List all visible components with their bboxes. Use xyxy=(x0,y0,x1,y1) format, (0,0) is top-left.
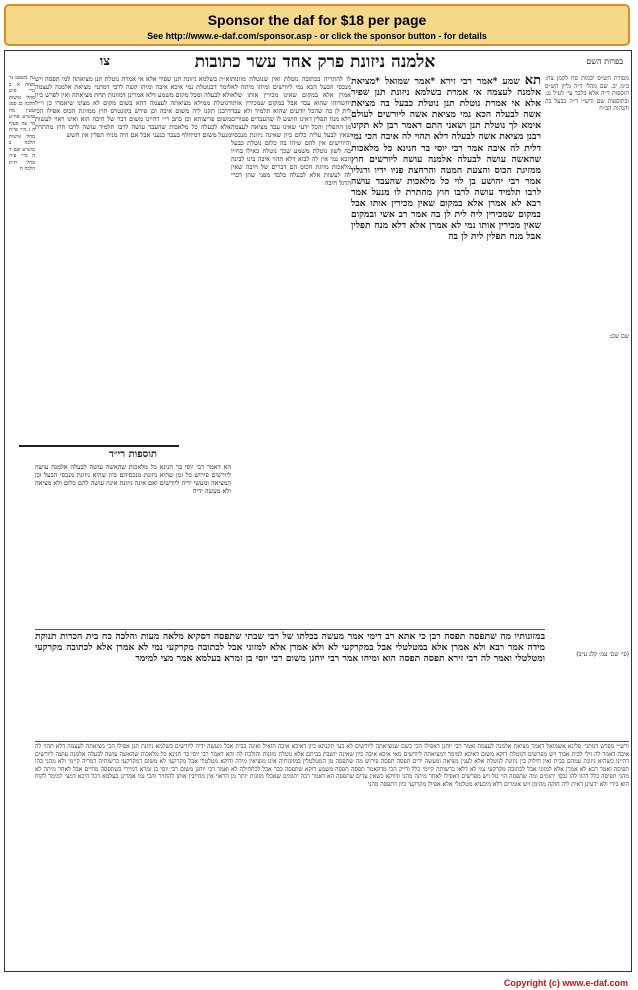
tosafot-text: וא״ת בשלמא ניזונת תנן שפיר אלא אי אמרת נוטלת תנן מציאתה למי תפסה ויש לומר דבנוטלת נמי איכא איבה ומיהו קשה לרבי דמתני׳ מציאת אלמנה לעצמה ולא לבעלה ומכל מקום משמע דלא אמרינן דמזונות תחת מציאתה ואין לפרש כיון דנוטלת ממילא מציאתה לעצמה דהא בשום מקום לא מצינו שיאמרו כן וי״ל דרבנן תקנו ליה משום איבה וכן פירש בקונטרס חוץ ממזיגת הכוס אפילו הכי משום פריצותא וכן כתב ר״י דהיינו משום דבר של חיבה הוא ואינו ראוי לעשות אלא לבעלה כל מלאכות שהעבד עושה לרבו תלמיד עושה לרבו חוץ מהתרת מנעל משום דמיחלף בעבד כנעני אבל אם היה מניח תפלין אין חשש xyxy=(35,75,231,139)
ornament-divider xyxy=(19,445,179,447)
ein-mishpat-margin xyxy=(9,75,35,875)
daf-number: צו xyxy=(99,54,111,69)
tosafot-rid-column xyxy=(35,463,231,627)
sponsor-subtitle[interactable]: See http://www.e-daf.com/sponsor.asp - or click the sponsor button - for details xyxy=(147,31,487,41)
section-divider xyxy=(35,629,545,630)
perek-header: אלמנה ניזונת פרק אחד עשר כתובות xyxy=(194,52,436,72)
margin-note-mid: שם שם: xyxy=(609,332,629,340)
commentary-text: ורש״י מפרש דמתני׳ פליגא אשמואל דאמר מציאת אלמנה לעצמה ואמר רבי יוחנן דאפילו הכי כשם שמציאתה ליורשים לא בעי תקנתא כיון דאיכא איבה הואיל ואינה בבית אבל מעשה ידיה ליורשים בשלמא ניזונת תנן אפילו הכי מציאתה לעצמה דלא תהוי לה איבה דאמר לה זילי לבית אבוך ויש מפרשים דנוטלת דוקא משום דאיכא למימר דמציאתה ליורשים מאי איכא איבה כיון שאינה יושבת בביתם אלא נוטלת מזונות והולכת לה והא דאמר רבי יוסי בר חנינא כל מלאכות שהאשה עושה לבעלה אלמנה עושה ליורשים דהיינו כשהיא ניזונת עמהם בבית ואין חילוק בין ניזונת לנוטלת אלא לענין מציאה ומעשה ידים תפסה תפסה פירוש מה שתפסה מן המטלטלין במזונותיה אינו מוציאין מידה ודוקא מטלטלי אבל מקרקעי לא משום דמקרקעי ברשותיה דמריה קיימי ולא מהני בהו תפיסה ואמר רבא לא אמרן אלא למזוני אבל לכתובה מקרקעי נמי לא דלאו ברשותה קיימי כלל ודייק הכי מדקאמר תפסה תפסה משמע דוקא שתפסה כבר אבל לכתחילה לא ואמר רבי יוחנן משום רבי יוסי בן זמרא דמיירי בשתפסה מחיים אבל לאחר מיתה לא מהני תפיסה כלל דהוו להו נכסי יתומים ומה שתפסה הוי גזל ויש מפרשים דאפילו לאחר מיתה מהני ודווקא כשאין עדים שתפסה הא דאמר רבה יתומים שאכלו מזונות יותר מן הראוי אין מחייבין אותן להחזיר והכי נמי אמרינן בעלמא דכל היכא דמצי למימר לקוח הוא בידי ולא ידעינן דאית ליה חזקה מהימן ויש אומרים דלא מיבעיא מטלטלי אלא אפילו מקרקעי כיון דתפסה מהני xyxy=(35,743,629,788)
commentary-divider xyxy=(35,741,629,742)
talmud-page xyxy=(4,50,632,972)
tosafot-rid-title: תוספות רי״ד xyxy=(108,449,158,460)
gemara-opener: תא xyxy=(524,75,541,88)
margin-left-text: עין משפט נר מצוה א ב מיי׳ פ״ט מהל׳ אישות הלכה כג סמג עשין מח טוש״ע אה״ע סי׳ צה סעיף ה ג מיי׳ פי״ח מהל׳ אישות הלכה ב טוש״ע שם ד ה מיי׳ פ״ה מהל׳ ת״ת הלכה ח xyxy=(9,75,35,172)
commentary-block xyxy=(35,743,629,969)
copyright-link[interactable]: Copyright (c) www.e-daf.com xyxy=(503,978,628,988)
rashi-column xyxy=(231,75,351,627)
margin-note-lower: (פי׳ שם׳ עמ׳ קלג ע״ב) xyxy=(576,651,629,658)
tosafot-rid-text: הא דאמר רבי יוסי בר חנינא כל מלאכות שהאשה עושה לבעלה אלמנה עושה ליורשים פירוש כל זמן שהיא ניזונת מנכסיהם כיון שהיא ניזונת מנכסי הבעל וכן המציאה ומעשי ידיה ליורשים ואם אינה ניזונת אינה עושה להם כלום ולא מציאה ולא מעשה ידיה xyxy=(35,463,231,495)
gemara-text: שמע *אמר רבי זירא *אמר שמואל *מציאת אלמנה לעצמה אי אמרת בשלמא ניזונת תנן שפיר אלא אי אמרת נוטלת תנן נוטלת כבעל בה מציאת אשה לבעלה הכא נמי מציאת אשה ליורשים לעולם אימא לך נוטלת תנן ושאני התם דאמר רבן לא תקינו רבנן מציאת אשה לבעלה דלא תהוי לה איבה הכי נמי דלית לה איבה אמר רבי יוסי בר חנינא כל מלאכות שהאשה עושה לבעלה אלמנה עושה ליורשים חוץ ממזיגת הכוס והצעת המטה והרחצת פניו ידיו ורגליו אמר רבי יהושע בן לוי כל מלאכות שהעבד עושה לרבו תלמיד עושה לרבו חוץ מהתרת לו מנעל אמר רבא לא אמרן אלא במקום שאין מכירין אותו אבל במקום שמכירין ליה לית לן בה אמר רב אשי ובמקום שאין מכירין אותו נמי לא אמרן אלא דלא מנח תפלין אבל מנח תפלין לית לן בה xyxy=(351,76,541,243)
rashi-text: לו להתריה בכתובה נוטלת ואין שנוטלת מזונות מנכסי הבעל הכא נמי ליורשים ומיהו מיתה לא אמרן אלא במקום שאינו מכירין אותו שלא יחשדוהו שהוא עבד אבל במקום שמכירין אותו לית לן בה שהכל יודעים שהוא תלמיד ולא עבד דלא מנח תפלין דאינו חושש לו שהעבדים פטורים מן התפלין והכל ידעי שאינו עבד מציאה לעצמה שאין לבעל עליה כלום כיון שאינה ניזונת מנכסיו והיורשים אין להם שיהו בה כלום נוטלת כבעל בה לשון נוטלת משמע שכך נוטלת כאילו בחייו הכא נמי אין לה לבוא דלא תהוי איבה בינו לבינה מלאכות מזיגת הכוס הם דברים של חיבה שאין לה לעשות אלא לבעלה בלבד מפני שהן דברי הרגל חיבה xyxy=(231,75,351,187)
masoret-hashas-margin xyxy=(545,75,629,627)
sponsor-title[interactable]: Sponsor the daf for $18 per page xyxy=(207,12,427,28)
gemara-lower-text: במזונותיו מה שתפסה תפסה רבן כי אתא רב דימי אמר מעשה בכלתו של רבי שבתי שתפסה דסקיא מלאה מעות והלכה כח בית הכרות תנוקת מידה אמר רבא ולא אמרן אלא במטלטלי אבל במקרקעי לא ולא אמרן אלא למזוני אבל לכתובה מקרקעי נמי לא אמרן אלא לכתובה מקרקעי ומטלטלי ואמר לה רבי זירא תפסה תפסה הוא ומיהו אמר רבי יוחנן משום רבי יוסי בן זמרא בעלמא אמר מצי למימר xyxy=(35,631,545,665)
gemara-column xyxy=(351,75,541,627)
header-right-note: בפרות השם xyxy=(586,57,623,66)
sponsor-banner[interactable] xyxy=(4,4,630,46)
margin-right-text: מסורת הש״ס יבמות סח לקמן צח: ב״מ יב. שם מהל׳ ד״ה גליון הש״ס תוספות ד״ה אלא בלבד עי׳ לעיל נג: ובתוספות שם ורש״י ד״ה כבעל בה והגהות הב״ח xyxy=(545,75,629,112)
gemara-lower-block xyxy=(35,631,545,741)
